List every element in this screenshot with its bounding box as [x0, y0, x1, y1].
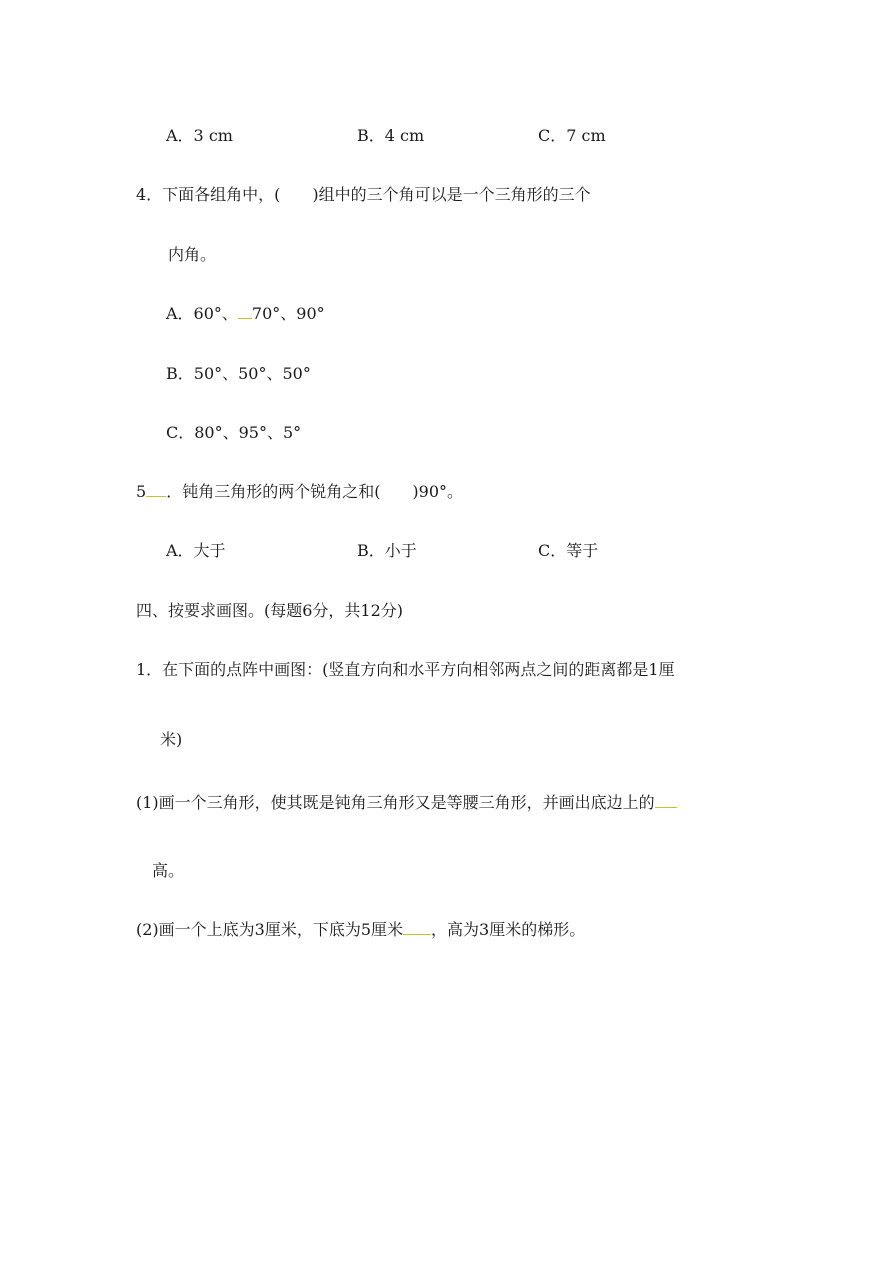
- answer-blank: [655, 793, 677, 808]
- q5-option-b: B．小于: [357, 541, 417, 560]
- q3-option-c: C．7 cm: [538, 126, 606, 145]
- answer-blank: [146, 482, 166, 497]
- q4-option-a-pre: A．60°、: [166, 304, 238, 323]
- s4-sub2-post: ，高为3厘米的梯形。: [431, 920, 586, 939]
- q4-option-c: C．80°、95°、5°: [166, 423, 302, 442]
- s4-sub1-line2: 高。: [152, 861, 185, 880]
- q4-option-a: [166, 304, 325, 324]
- q5-option-a: A．大于: [166, 541, 226, 560]
- answer-blank: [238, 304, 252, 319]
- q5-number: 5: [136, 482, 147, 501]
- s4-sub1-line1: [136, 793, 677, 813]
- q3-option-b: B．4 cm: [357, 126, 425, 145]
- q5-stem: [136, 482, 463, 502]
- s4-q1-line1: 1．在下面的点阵中画图：(竖直方向和水平方向相邻两点之间的距离都是1厘: [136, 660, 675, 679]
- q5-text: ．钝角三角形的两个锐角之和( )90°。: [166, 482, 464, 501]
- q4-option-a-post: 70°、90°: [251, 304, 325, 323]
- s4-q1-line2: 米): [160, 730, 183, 749]
- q3-option-a: A．3 cm: [166, 126, 233, 145]
- s4-sub1-text: (1)画一个三角形，使其既是钝角三角形又是等腰三角形，并画出底边上的: [136, 793, 655, 812]
- s4-sub2-pre: (2)画一个上底为3厘米，下底为5厘米: [136, 920, 404, 939]
- section-heading: 四、按要求画图。(每题6分，共12分): [136, 601, 404, 620]
- q4-option-b: B．50°、50°、50°: [166, 364, 311, 383]
- q5-option-c: C．等于: [538, 541, 599, 560]
- q4-stem-line2: 内角。: [168, 245, 217, 264]
- q4-stem-line1: 4．下面各组角中，( )组中的三个角可以是一个三角形的三个: [136, 185, 591, 204]
- answer-blank: [403, 920, 431, 935]
- s4-sub2: [136, 920, 585, 940]
